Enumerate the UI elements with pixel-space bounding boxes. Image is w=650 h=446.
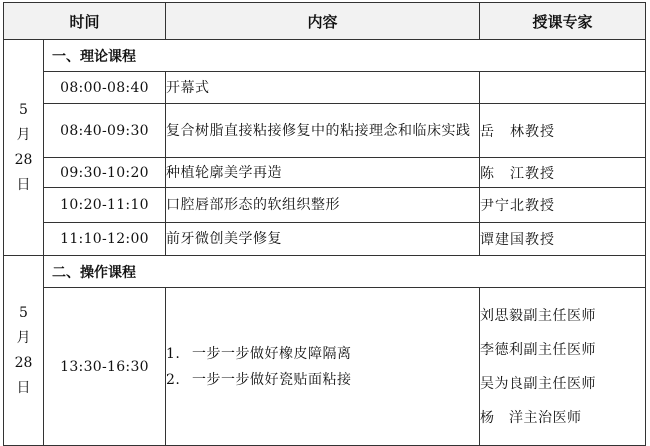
date-month-number: 5 (19, 304, 28, 321)
list-item (166, 367, 479, 393)
header-time: 时间 (4, 3, 166, 40)
table-row (4, 223, 646, 256)
time-cell: 08:00-08:40 (44, 72, 166, 104)
date-day-number: 28 (14, 354, 33, 371)
list-item-text: 一步一步做好橡皮障隔离 (192, 345, 352, 362)
section-row-practical (4, 256, 646, 288)
table-row (4, 72, 646, 104)
table-row (4, 158, 646, 188)
table-row (4, 288, 646, 446)
expert-cell: 谭建国教授 (480, 223, 646, 256)
content-cell: 复合树脂直接粘接修复中的粘接理念和临床实践 (166, 104, 480, 158)
expert-list-cell (480, 288, 646, 446)
section-row-theory (4, 40, 646, 72)
time-cell: 11:10-12:00 (44, 223, 166, 256)
list-item (166, 341, 479, 367)
time-cell: 10:20-11:10 (44, 188, 166, 223)
section-title-practical: 二、操作课程 (44, 256, 646, 288)
content-cell: 口腔唇部形态的软组织整形 (166, 188, 480, 223)
date-month-label: 月 (16, 329, 31, 346)
course-schedule-table (3, 2, 646, 446)
section-title-theory: 一、理论课程 (44, 40, 646, 72)
date-day-number: 28 (14, 151, 33, 168)
date-month-label: 月 (16, 126, 31, 143)
date-day-label: 日 (16, 176, 31, 193)
practical-item-list (166, 341, 479, 393)
date-cell-practical (4, 256, 44, 446)
content-cell (166, 288, 480, 446)
content-cell: 种植轮廓美学再造 (166, 158, 480, 188)
date-cell-theory (4, 40, 44, 256)
expert-cell: 岳 林教授 (480, 104, 646, 158)
content-cell: 开幕式 (166, 72, 480, 104)
table-row (4, 188, 646, 223)
header-content: 内容 (166, 3, 480, 40)
expert-name: 吴为良副主任医师 (480, 375, 597, 392)
header-expert: 授课专家 (480, 3, 646, 40)
list-item-text: 一步一步做好瓷贴面粘接 (192, 371, 352, 388)
expert-name: 杨 洋主治医师 (480, 409, 582, 426)
list-item-number: 2. (166, 371, 181, 388)
content-cell: 前牙微创美学修复 (166, 223, 480, 256)
time-cell: 13:30-16:30 (44, 288, 166, 446)
expert-cell: 尹宁北教授 (480, 188, 646, 223)
date-month-number: 5 (19, 101, 28, 118)
date-day-label: 日 (16, 379, 31, 396)
time-cell: 08:40-09:30 (44, 104, 166, 158)
expert-cell (480, 72, 646, 104)
expert-name: 刘思毅副主任医师 (480, 307, 597, 324)
table-row (4, 104, 646, 158)
table-header-row (4, 3, 646, 40)
time-cell: 09:30-10:20 (44, 158, 166, 188)
expert-name: 李德利副主任医师 (480, 341, 597, 358)
list-item-number: 1. (166, 345, 181, 362)
expert-cell: 陈 江教授 (480, 158, 646, 188)
